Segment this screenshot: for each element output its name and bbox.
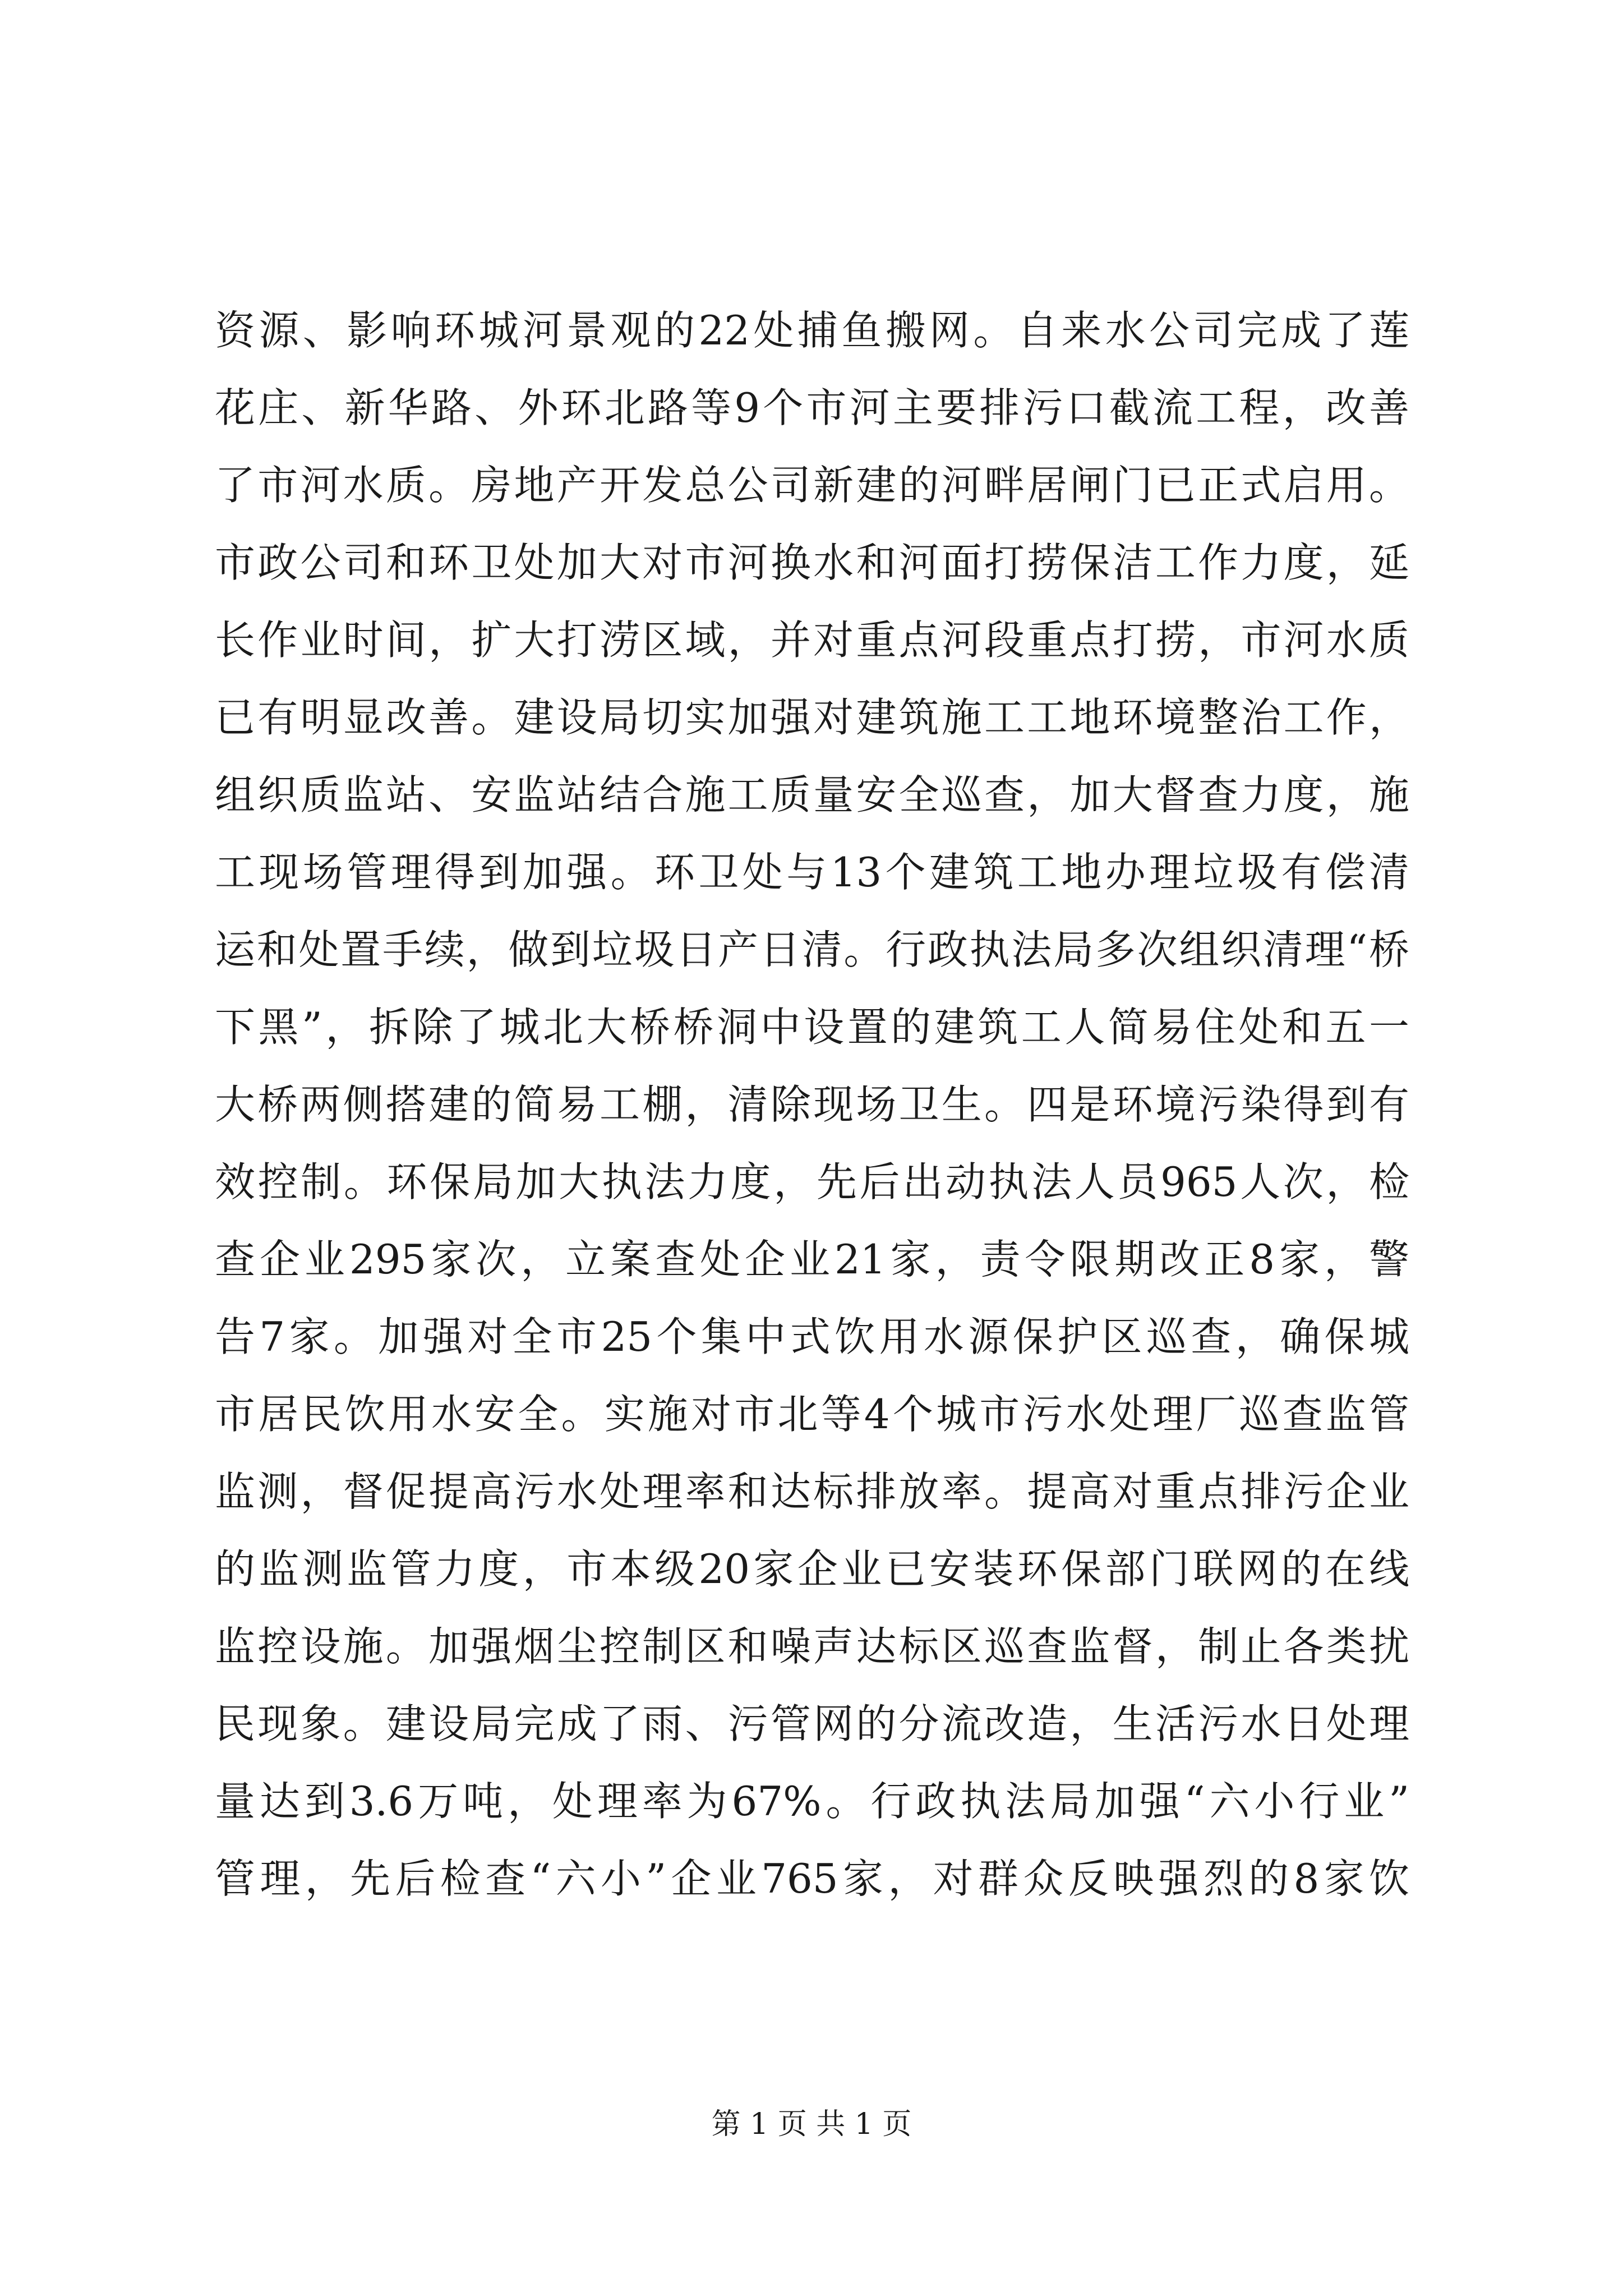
text-line: 的监测监管力度，市本级20家企业已安装环保部门联网的在线 [215, 1545, 1409, 1593]
page-number-footer: 第 1 页 共 1 页 [711, 2108, 912, 2141]
text-line: 长作业时间，扩大打涝区域，并对重点河段重点打捞，市河水质 [215, 616, 1409, 664]
text-line: 民现象。建设局完成了雨、污管网的分流改造，生活污水日处理 [215, 1700, 1409, 1747]
text-line: 大桥两侧搭建的简易工棚，清除现场卫生。四是环境污染得到有 [215, 1081, 1409, 1128]
text-line: 查企业295家次，立案查处企业21家，责令限期改正8家，警 [215, 1236, 1409, 1283]
text-line: 市居民饮用水安全。实施对市北等4个城市污水处理厂巡查监管 [215, 1391, 1409, 1438]
text-line: 管理，先后检查“六小”企业765家，对群众反映强烈的8家饮 [215, 1855, 1409, 1902]
text-line: 效控制。环保局加大执法力度，先后出动执法人员965人次，检 [215, 1158, 1409, 1205]
text-line: 已有明显改善。建设局切实加强对建筑施工工地环境整治工作， [215, 694, 1409, 741]
text-line: 了市河水质。房地产开发总公司新建的河畔居闸门已正式启用。 [215, 462, 1409, 509]
text-line: 量达到3.6万吨，处理率为67%。行政执法局加强“六小行业” [215, 1778, 1409, 1825]
text-line: 工现场管理得到加强。环卫处与13个建筑工地办理垃圾有偿清 [215, 849, 1409, 896]
text-line: 运和处置手续，做到垃圾日产日清。行政执法局多次组织清理“桥 [215, 926, 1409, 973]
text-line: 监测，督促提高污水处理率和达标排放率。提高对重点排污企业 [215, 1468, 1409, 1515]
body-text [215, 292, 1409, 1917]
text-line: 下黑”，拆除了城北大桥桥洞中设置的建筑工人简易住处和五一 [215, 1004, 1409, 1051]
text-line: 市政公司和环卫处加大对市河换水和河面打捞保洁工作力度，延 [215, 539, 1409, 586]
text-line: 监控设施。加强烟尘控制区和噪声达标区巡查监督，制止各类扰 [215, 1623, 1409, 1670]
text-line: 资源、影响环城河景观的22处捕鱼搬网。自来水公司完成了莲 [215, 307, 1409, 354]
text-line: 告7家。加强对全市25个集中式饮用水源保护区巡查，确保城 [215, 1313, 1409, 1360]
text-line: 花庄、新华路、外环北路等9个市河主要排污口截流工程，改善 [215, 384, 1409, 431]
text-line: 组织质监站、安监站结合施工质量安全巡查，加大督查力度，施 [215, 771, 1409, 818]
